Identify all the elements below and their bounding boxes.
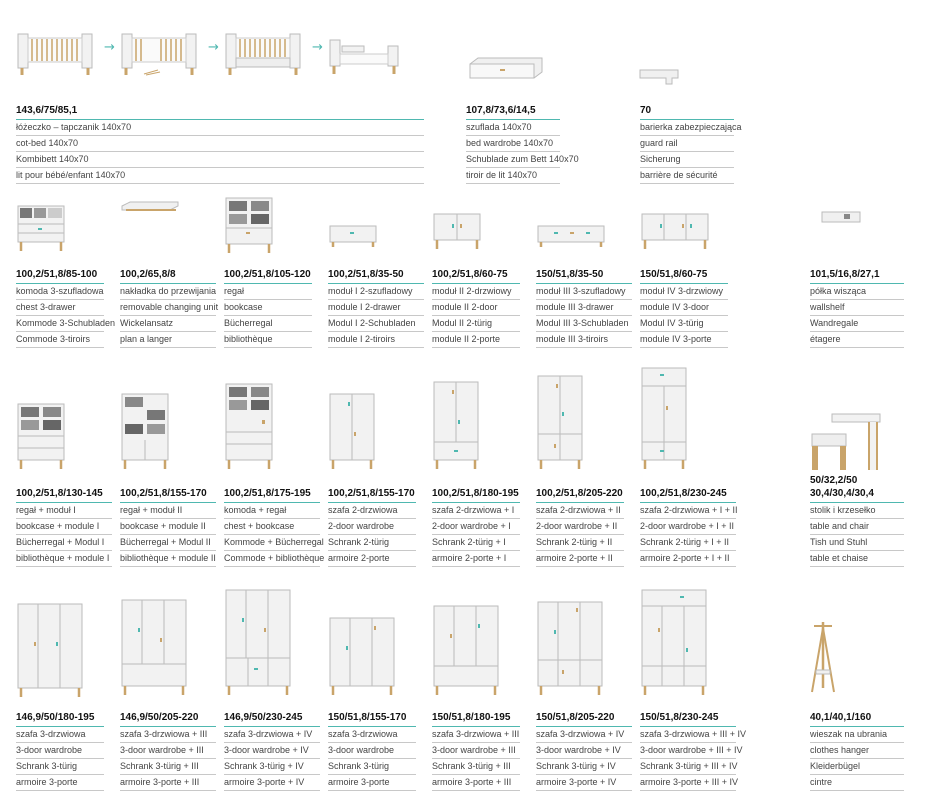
product-name-line: wieszak na ubrania xyxy=(810,727,904,743)
product-name-line: bookcase xyxy=(224,300,312,316)
product-name-line: cintre xyxy=(810,775,904,791)
cot-bed-icon xyxy=(120,28,200,76)
product-name-line: regał xyxy=(224,284,312,300)
product-name-line: szafa 2-drzwiowa + II xyxy=(536,503,624,519)
chest-icon xyxy=(16,204,66,252)
product-dimensions: 107,8/73,6/14,5 xyxy=(466,104,560,120)
cot-bed-icon xyxy=(328,36,400,76)
product-dimensions: 150/51,8/205-220 xyxy=(536,711,632,727)
product-name-line: Schrank 2-türig + I xyxy=(432,535,520,551)
product-spec xyxy=(16,268,116,348)
product-name-line: bibliothèque xyxy=(224,332,312,348)
product-dimensions: 146,9/50/230-245 xyxy=(224,711,320,727)
clothes-hanger-icon xyxy=(808,618,838,694)
product-spec xyxy=(224,711,320,791)
product-dimensions: 150/51,8/155-170 xyxy=(328,711,416,727)
product-name-line: armoire 3-porte xyxy=(16,775,104,791)
product-name-line: szafa 2-drzwiowa + I + II xyxy=(640,503,736,519)
product-dimensions: 101,5/16,8/27,1 xyxy=(810,268,904,284)
product-name-line: bibliothèque + module II xyxy=(120,551,216,567)
product-spec xyxy=(640,487,736,567)
product-spec xyxy=(432,711,520,791)
arrow-icon: → xyxy=(104,40,115,55)
product-name-line: tiroir de lit 140x70 xyxy=(466,168,560,184)
product-name-line: 3-door wardrobe xyxy=(16,743,104,759)
bookcase-icon xyxy=(224,382,274,470)
product-name-line: Kleiderbügel xyxy=(810,759,904,775)
product-name-line: module IV 3-porte xyxy=(640,332,728,348)
product-name-line: 3-door wardrobe + III xyxy=(120,743,216,759)
wardrobe-icon xyxy=(640,588,708,696)
product-name-line: armoire 3-porte + IV xyxy=(224,775,320,791)
wallshelf-icon xyxy=(820,210,862,224)
product-spec xyxy=(224,487,325,567)
product-name-line: bookcase + module I xyxy=(16,519,112,535)
product-name-line: Schrank 3-türig + III xyxy=(120,759,216,775)
product-spec xyxy=(120,711,216,791)
product-name-line: szafa 3-drzwiowa + III xyxy=(120,727,216,743)
product-name-line: Wandregale xyxy=(810,316,904,332)
module-icon xyxy=(328,224,378,248)
arrow-icon: → xyxy=(208,40,219,55)
product-name-line: Kombibett 140x70 xyxy=(16,152,424,168)
product-name-line: szafa 3-drzwiowa xyxy=(328,727,416,743)
product-spec xyxy=(224,268,312,348)
product-name-line: szafa 3-drzwiowa xyxy=(16,727,104,743)
module-icon xyxy=(536,224,606,248)
product-name-line: Schrank 3-türig xyxy=(16,759,104,775)
product-dimensions: 100,2/51,8/35-50 xyxy=(328,268,424,284)
bookcase-icon xyxy=(120,392,170,470)
product-spec xyxy=(466,104,579,184)
product-dimensions: 50/32,2/50 xyxy=(810,475,858,486)
product-name-line: armoire 2-porte + I + II xyxy=(640,551,736,567)
product-name-line: chest + bookcase xyxy=(224,519,320,535)
wardrobe-icon xyxy=(328,392,376,470)
product-name-line: Tish und Stuhl xyxy=(810,535,904,551)
product-name-line: szafa 2-drzwiowa xyxy=(328,503,416,519)
product-spec xyxy=(16,487,112,567)
product-name-line: szuflada 140x70 xyxy=(466,120,560,136)
product-name-line: komoda 3-szufladowa xyxy=(16,284,104,300)
product-name-line: 2-door wardrobe xyxy=(328,519,416,535)
product-name-line: armoire 3-porte xyxy=(328,775,416,791)
product-name-line: table et chaise xyxy=(810,551,904,567)
product-name-line: półka wisząca xyxy=(810,284,904,300)
cot-bed-icon xyxy=(224,28,304,76)
product-name-line: Schrank 3-türig + III xyxy=(432,759,520,775)
product-name-line: armoire 2-porte + II xyxy=(536,551,624,567)
product-name-line: Schublade zum Bett 140x70 xyxy=(466,152,560,168)
product-spec xyxy=(640,104,742,184)
product-name-line: Schrank 3-türig + III + IV xyxy=(640,759,736,775)
product-name-line: module III 3-tiroirs xyxy=(536,332,632,348)
product-name-line: Schrank 2-türig xyxy=(328,535,416,551)
wardrobe-icon xyxy=(16,602,84,698)
product-dimensions: 100,2/51,8/155-170 xyxy=(120,487,216,503)
product-name-line: module II 2-door xyxy=(432,300,520,316)
wardrobe-icon xyxy=(536,374,584,470)
product-name-line: Schrank 3-türig + IV xyxy=(224,759,320,775)
product-name-line: armoire 3-porte + III xyxy=(432,775,520,791)
product-spec xyxy=(120,487,216,567)
product-dimensions: 70 xyxy=(640,104,734,120)
module-icon xyxy=(640,212,710,250)
product-name-line: module I 2-drawer xyxy=(328,300,424,316)
product-spec xyxy=(432,487,520,567)
bookcase-icon xyxy=(224,196,274,254)
product-spec xyxy=(640,268,728,348)
product-dimensions: 100,2/51,8/175-195 xyxy=(224,487,320,503)
product-spec xyxy=(328,268,424,348)
product-name-line: Schrank 3-türig xyxy=(328,759,416,775)
product-name-line: regał + moduł I xyxy=(16,503,112,519)
product-name-line: removable changing unit xyxy=(120,300,216,316)
wardrobe-icon xyxy=(640,366,688,470)
product-name-line: moduł IV 3-drzwiowy xyxy=(640,284,728,300)
product-dimensions: 100,2/51,8/85-100 xyxy=(16,268,104,284)
product-name-line: armoire 3-porte + IV xyxy=(536,775,632,791)
product-name-line: bed wardrobe 140x70 xyxy=(466,136,560,152)
product-spec xyxy=(640,711,747,791)
product-dimensions: 100,2/65,8/8 xyxy=(120,268,216,284)
product-name-line: łóżeczko – tapczanik 140x70 xyxy=(16,120,424,136)
product-name-line: szafa 3-drzwiowa + III + IV xyxy=(640,727,736,743)
product-name-line: armoire 2-porte xyxy=(328,551,416,567)
product-dimensions: 100,2/51,8/180-195 xyxy=(432,487,520,503)
product-name-line: moduł I 2-szufladowy xyxy=(328,284,424,300)
product-spec xyxy=(536,268,632,348)
product-name-line: Modul IV 3-türig xyxy=(640,316,728,332)
product-name-line: nakładka do przewijania xyxy=(120,284,216,300)
product-name-line: Commode + bibliothèque xyxy=(224,551,320,567)
product-dimensions: 100,2/51,8/155-170 xyxy=(328,487,416,503)
product-spec xyxy=(810,268,904,348)
product-name-line: komoda + regał xyxy=(224,503,320,519)
product-name-line: szafa 3-drzwiowa + IV xyxy=(536,727,632,743)
product-name-line: module IV 3-door xyxy=(640,300,728,316)
product-spec xyxy=(328,711,416,791)
product-name-line: plan a langer xyxy=(120,332,216,348)
table-chair-icon xyxy=(810,412,882,472)
product-name-line: module III 3-drawer xyxy=(536,300,632,316)
arrow-icon: → xyxy=(312,40,323,55)
product-name-line: 3-door wardrobe + III + IV xyxy=(640,743,736,759)
product-name-line: barierka zabezpieczająca xyxy=(640,120,734,136)
product-name-line: regał + moduł II xyxy=(120,503,216,519)
product-name-line: 2-door wardrobe + I xyxy=(432,519,520,535)
product-spec xyxy=(536,711,632,791)
product-dimensions: 150/51,8/60-75 xyxy=(640,268,728,284)
product-name-line: bookcase + module II xyxy=(120,519,216,535)
product-name-line: szafa 3-drzwiowa + III xyxy=(432,727,520,743)
wardrobe-icon xyxy=(224,588,292,696)
product-dimensions: 100,2/51,8/230-245 xyxy=(640,487,736,503)
wardrobe-icon xyxy=(120,598,188,696)
product-dimensions: 100,2/51,8/60-75 xyxy=(432,268,520,284)
product-spec xyxy=(16,104,424,184)
product-spec xyxy=(810,475,904,567)
product-spec xyxy=(16,711,104,791)
product-name-line: module II 2-porte xyxy=(432,332,520,348)
guard-rail-icon xyxy=(638,66,680,86)
bookcase-icon xyxy=(16,402,66,470)
product-name-line: armoire 2-porte + I xyxy=(432,551,520,567)
product-name-line: Schrank 3-türig + IV xyxy=(536,759,632,775)
product-name-line: barrière de sécurité xyxy=(640,168,734,184)
product-spec xyxy=(810,711,904,791)
product-name-line: 3-door wardrobe + III xyxy=(432,743,520,759)
product-dimensions: 150/51,8/180-195 xyxy=(432,711,520,727)
product-dimensions: 100,2/51,8/130-145 xyxy=(16,487,112,503)
product-name-line: bibliothèque + module I xyxy=(16,551,112,567)
drawer-icon xyxy=(466,56,546,80)
product-name-line: Commode 3-tiroirs xyxy=(16,332,104,348)
changing-unit-icon xyxy=(120,200,180,214)
product-name-line: armoire 3-porte + III xyxy=(120,775,216,791)
product-name-line: 3-door wardrobe xyxy=(328,743,416,759)
product-name-line: Kommode + Bücherregal xyxy=(224,535,320,551)
product-name-line: chest 3-drawer xyxy=(16,300,104,316)
product-name-line: étagere xyxy=(810,332,904,348)
product-name-line: Kommode 3-Schubladen xyxy=(16,316,104,332)
product-name-line: 3-door wardrobe + IV xyxy=(224,743,320,759)
product-name-line: Modul III 3-Schubladen xyxy=(536,316,632,332)
product-name-line: Schrank 2-türig + I + II xyxy=(640,535,736,551)
product-name-line: Bücherregal xyxy=(224,316,312,332)
product-dimensions-secondary: 30,4/30,4/30,4 xyxy=(810,487,904,503)
product-name-line: szafa 3-drzwiowa + IV xyxy=(224,727,320,743)
product-name-line: cot-bed 140x70 xyxy=(16,136,424,152)
product-name-line: Sicherung xyxy=(640,152,734,168)
wardrobe-icon xyxy=(328,616,396,696)
module-icon xyxy=(432,212,482,250)
wardrobe-icon xyxy=(432,380,480,470)
product-name-line: 2-door wardrobe + II xyxy=(536,519,624,535)
product-dimensions: 40,1/40,1/160 xyxy=(810,711,904,727)
product-spec xyxy=(432,268,520,348)
product-name-line: Modul I 2-Schubladen xyxy=(328,316,424,332)
product-name-line: 2-door wardrobe + I + II xyxy=(640,519,736,535)
product-dimensions: 150/51,8/230-245 xyxy=(640,711,736,727)
product-name-line: 3-door wardrobe + IV xyxy=(536,743,632,759)
product-dimensions: 146,9/50/205-220 xyxy=(120,711,216,727)
product-spec xyxy=(536,487,624,567)
product-name-line: szafa 2-drzwiowa + I xyxy=(432,503,520,519)
product-name-line: guard rail xyxy=(640,136,734,152)
product-name-line: moduł II 2-drzwiowy xyxy=(432,284,520,300)
product-name-line: Bücherregal + Modul II xyxy=(120,535,216,551)
product-name-line: Schrank 2-türig + II xyxy=(536,535,624,551)
product-dimensions: 143,6/75/85,1 xyxy=(16,104,424,120)
product-name-line: table and chair xyxy=(810,519,904,535)
product-name-line: clothes hanger xyxy=(810,743,904,759)
product-name-line: armoire 3-porte + III + IV xyxy=(640,775,736,791)
product-name-line: Wickelansatz xyxy=(120,316,216,332)
product-name-line: Modul II 2-türig xyxy=(432,316,520,332)
product-name-line: lit pour bébé/enfant 140x70 xyxy=(16,168,424,184)
cot-bed-icon xyxy=(16,28,96,76)
wardrobe-icon xyxy=(432,604,500,696)
product-dimensions: 100,2/51,8/105-120 xyxy=(224,268,312,284)
product-dimensions: 100,2/51,8/205-220 xyxy=(536,487,624,503)
product-name-line: moduł III 3-szufladowy xyxy=(536,284,632,300)
product-spec xyxy=(120,268,219,348)
product-dimensions: 146,9/50/180-195 xyxy=(16,711,104,727)
product-name-line: wallshelf xyxy=(810,300,904,316)
product-dimensions: 150/51,8/35-50 xyxy=(536,268,632,284)
product-spec xyxy=(328,487,416,567)
product-name-line: Bücherregal + Modul I xyxy=(16,535,112,551)
product-name-line: stolik i krzesełko xyxy=(810,503,904,519)
wardrobe-icon xyxy=(536,600,604,696)
product-name-line: module I 2-tiroirs xyxy=(328,332,424,348)
